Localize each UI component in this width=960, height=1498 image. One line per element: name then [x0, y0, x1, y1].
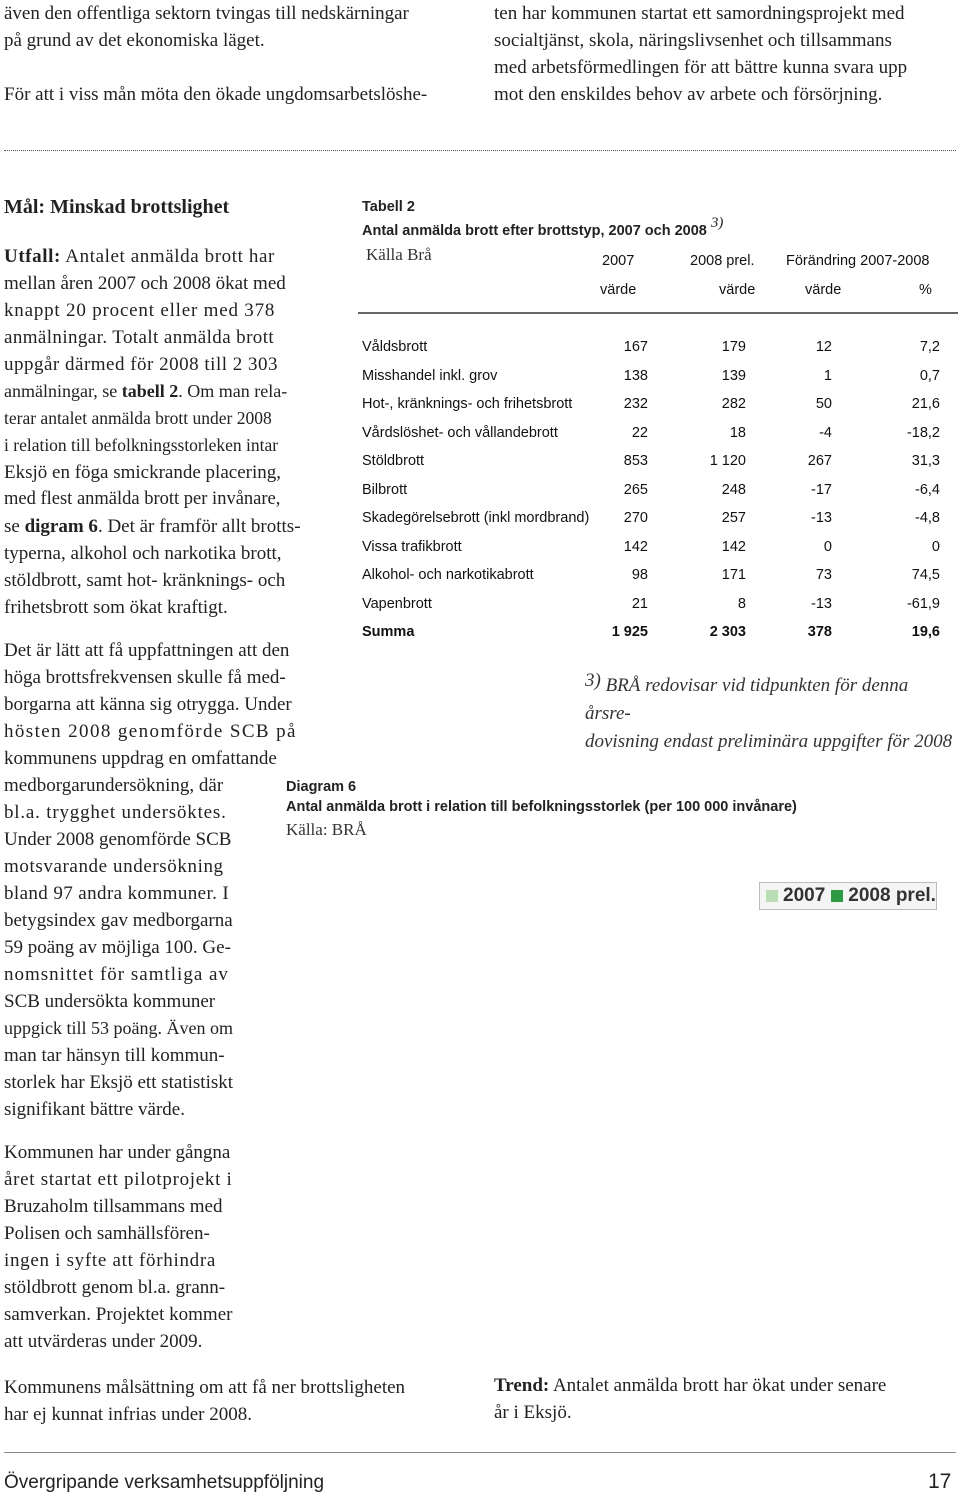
- table-reference: tabell 2: [121, 381, 179, 401]
- value-cell: 73: [815, 567, 832, 584]
- table-row: [362, 504, 940, 533]
- sum-value-cell: 378: [807, 624, 832, 641]
- text-line: ten har kommunen startat ett samordningsprojekt med: [494, 3, 905, 24]
- crime-type-cell: Stöldbrott: [362, 453, 425, 470]
- text-line: stöldbrott, samt hot- kränknings- och: [4, 570, 286, 591]
- value-cell: 142: [623, 538, 648, 555]
- text-line: 59 poäng av möjliga 100. Ge-: [4, 937, 231, 958]
- value-cell: 0: [931, 538, 940, 555]
- table-row: [362, 533, 940, 562]
- value-cell: -18,2: [906, 424, 940, 441]
- table-row: [362, 419, 940, 448]
- text-line: Bruzaholm tillsammans med: [4, 1196, 223, 1217]
- value-cell: 18: [729, 424, 746, 441]
- text-line: anmälningar. Totalt anmälda brott: [4, 327, 275, 348]
- value-cell: 167: [623, 339, 648, 356]
- text-line: på grund av det ekonomiska läget.: [4, 30, 265, 51]
- text-line: signifikant bättre värde.: [4, 1099, 185, 1120]
- header-value: värde: [719, 282, 756, 298]
- crime-type-cell: Alkohol- och narkotikabrott: [362, 567, 534, 584]
- legend-swatch-2007: [766, 890, 778, 902]
- value-cell: 0,7: [919, 367, 940, 384]
- value-cell: 248: [721, 481, 746, 498]
- crime-type-cell: Bilbrott: [362, 481, 408, 498]
- header-2007: 2007: [602, 253, 635, 269]
- value-cell: 21: [631, 595, 648, 612]
- value-cell: 7,2: [919, 339, 940, 356]
- text-line: bl.a. trygghet undersöktes.: [4, 802, 227, 823]
- value-cell: 0: [823, 538, 832, 555]
- text-line: samverkan. Projektet kommer: [4, 1304, 233, 1325]
- sum-value-cell: 1 925: [611, 624, 648, 641]
- text-line: uppgår därmed för 2008 till 2 303: [4, 354, 279, 375]
- text-line: Kommunens målsättning om att få ner brottsligheten: [4, 1377, 406, 1398]
- value-cell: 12: [815, 339, 832, 356]
- text-line: se digram 6. Det är framför allt brotts-: [4, 516, 301, 537]
- value-cell: 138: [623, 367, 648, 384]
- text-line: med flest anmälda brott per invånare,: [4, 489, 281, 509]
- header-2008: 2008 prel.: [690, 253, 755, 269]
- text-line: knappt 20 procent eller med 378: [4, 300, 276, 321]
- value-cell: 8: [737, 595, 746, 612]
- text-line: typerna, alkohol och narkotika brott,: [4, 543, 282, 564]
- crime-type-cell: Vårdslöshet- och vållandebrott: [362, 424, 558, 441]
- sum-value-cell: 2 303: [709, 624, 746, 641]
- value-cell: 1 120: [709, 453, 746, 470]
- value-cell: 171: [721, 567, 746, 584]
- footnote-marker: 3): [585, 670, 601, 691]
- header-value: värde: [600, 282, 637, 298]
- text-line: hösten 2008 genomförde SCB på: [4, 721, 297, 742]
- top-left-text: [4, 0, 474, 108]
- outcome-paragraph: [4, 243, 328, 621]
- text-line: 3) BRÅ redovisar vid tidpunkten för denna årsre-: [585, 670, 909, 724]
- text-line: man tar hänsyn till kommun-: [4, 1045, 225, 1066]
- value-cell: -13: [811, 510, 832, 527]
- text-line: bland 97 andra kommuner. I: [4, 883, 230, 904]
- value-cell: 282: [721, 396, 746, 413]
- header-percent: %: [919, 282, 932, 298]
- value-cell: 74,5: [911, 567, 940, 584]
- value-cell: 31,3: [911, 453, 940, 470]
- value-cell: 267: [807, 453, 832, 470]
- value-cell: 50: [815, 396, 832, 413]
- value-cell: 98: [631, 567, 648, 584]
- text-line: nomsnittet för samtliga av: [4, 964, 229, 985]
- text-line: år i Eksjö.: [494, 1402, 572, 1423]
- text-line: Utfall: Antalet anmälda brott har: [4, 246, 275, 267]
- text-line: året startat ett pilotprojekt i: [4, 1169, 233, 1190]
- text-line: frihetsbrott som ökat kraftigt.: [4, 597, 228, 618]
- diagram-title: Antal anmälda brott i relation till befolkningsstorlek (per 100 000 invånare): [286, 799, 797, 815]
- value-cell: -61,9: [906, 595, 940, 612]
- table-row: [362, 590, 940, 619]
- trend-label: Trend:: [494, 1375, 550, 1396]
- text-line: i relation till befolkningsstorleken intar: [4, 435, 279, 455]
- text-line: För att i viss mån möta den ökade ungdomsarbetslöshe-: [4, 84, 428, 105]
- crime-type-cell: Våldsbrott: [362, 339, 428, 356]
- header-value: värde: [805, 282, 842, 298]
- text-line: kommunens uppdrag en omfattande: [4, 748, 277, 769]
- value-cell: 232: [623, 396, 648, 413]
- value-cell: -17: [811, 481, 832, 498]
- text-line: Det är lätt att få uppfattningen att den: [4, 640, 290, 661]
- crime-table: [362, 333, 940, 647]
- outcome-label: Utfall:: [4, 246, 61, 267]
- text-line: anmälningar, se tabell 2. Om man rela-: [4, 381, 288, 401]
- table-footnote: [585, 672, 957, 756]
- text-line: även den offentliga sektorn tvingas till nedskärningar: [4, 3, 409, 24]
- value-cell: -13: [811, 595, 832, 612]
- text-line: socialtjänst, skola, näringslivsenhet och tillsammans: [494, 30, 892, 51]
- table-title: Antal anmälda brott efter brottstyp, 2007 och 2008 3): [362, 215, 724, 239]
- text-line: uppgick till 53 poäng. Även om: [4, 1018, 233, 1038]
- pilot-project-paragraph: [4, 1139, 274, 1355]
- table-row: [362, 390, 940, 419]
- text-line: dovisning endast preliminära uppgifter för 2008: [585, 731, 953, 752]
- survey-paragraph: [4, 637, 334, 1123]
- text-line: SCB undersökta kommuner: [4, 991, 216, 1012]
- table-row: [362, 476, 940, 505]
- diagram-label: Diagram 6: [286, 779, 357, 795]
- text-line: stöldbrott genom bl.a. grann-: [4, 1277, 226, 1298]
- value-cell: -4: [819, 424, 832, 441]
- crime-type-cell: Hot-, kränknings- och frihetsbrott: [362, 396, 573, 413]
- crime-type-cell: Vapenbrott: [362, 595, 432, 612]
- text-line: har ej kunnat infrias under 2008.: [4, 1404, 252, 1425]
- table-row: [362, 333, 940, 362]
- value-cell: -6,4: [915, 481, 940, 498]
- text-line: med arbetsförmedlingen för att bättre kunna svara upp: [494, 57, 908, 78]
- table-row: [362, 447, 940, 476]
- crime-type-cell: Skadegörelsebrott (inkl mordbrand): [362, 510, 590, 527]
- footer-rule: [4, 1452, 956, 1453]
- text-line: Eksjö en föga smickrande placering,: [4, 462, 281, 483]
- value-cell: 22: [631, 424, 648, 441]
- value-cell: 853: [623, 453, 648, 470]
- value-cell: 179: [721, 339, 746, 356]
- text-line: mellan åren 2007 och 2008 ökat med: [4, 273, 286, 294]
- text-line: terar antalet anmälda brott under 2008: [4, 408, 272, 428]
- diagram-source: Källa: BRÅ: [286, 820, 367, 839]
- sum-value-cell: 19,6: [911, 624, 940, 641]
- crime-type-cell: Misshandel inkl. grov: [362, 367, 498, 384]
- value-cell: 270: [623, 510, 648, 527]
- text-line: Polisen och samhällsfören-: [4, 1223, 210, 1244]
- top-right-text: [494, 0, 956, 108]
- header-change: Förändring 2007-2008: [786, 253, 930, 269]
- page-number: 17: [928, 1470, 952, 1493]
- legend-label-2008: 2008 prel.: [848, 885, 936, 906]
- text-line: mot den enskildes behov av arbete och försörjning.: [494, 84, 883, 105]
- footer-title: Övergripande verksamhetsuppföljning: [4, 1472, 325, 1493]
- table-source: Källa Brå: [366, 245, 432, 264]
- value-cell: 257: [721, 510, 746, 527]
- text-line: att utvärderas under 2009.: [4, 1331, 203, 1352]
- value-cell: 1: [823, 367, 832, 384]
- section-divider: [4, 150, 956, 151]
- value-cell: 21,6: [911, 396, 940, 413]
- legend-swatch-2008: [831, 890, 843, 902]
- sum-label-cell: Summa: [362, 624, 415, 641]
- text-line: Kommunen har under gångna: [4, 1142, 231, 1163]
- table-sum-row: [362, 618, 940, 647]
- footnote-marker: 3): [710, 215, 724, 231]
- diagram-reference: digram 6: [24, 516, 98, 537]
- text-line: ingen i syfte att förhindra: [4, 1250, 217, 1271]
- text-line: Under 2008 genomförde SCB: [4, 829, 232, 850]
- text-line: Trend: Antalet anmälda brott har ökat under senare: [494, 1375, 887, 1396]
- value-cell: -4,8: [915, 510, 940, 527]
- text-line: betygsindex gav medborgarna: [4, 910, 233, 931]
- chart-legend: [759, 882, 937, 910]
- value-cell: 142: [721, 538, 746, 555]
- trend-paragraph: [494, 1372, 956, 1426]
- table-row: [362, 362, 940, 391]
- goal-conclusion-paragraph: [4, 1374, 474, 1428]
- legend-label-2007: 2007: [783, 885, 826, 906]
- table-header-rule: [358, 312, 958, 314]
- value-cell: 265: [623, 481, 648, 498]
- goal-heading: Mål: Minskad brottslighet: [4, 196, 230, 218]
- text-line: höga brottsfrekvensen skulle få med-: [4, 667, 286, 688]
- table-row: [362, 561, 940, 590]
- text-line: motsvarande undersökning: [4, 856, 224, 877]
- text-line: medborgarundersökning, där: [4, 775, 224, 796]
- crime-type-cell: Vissa trafikbrott: [362, 538, 462, 555]
- value-cell: 139: [721, 367, 746, 384]
- text-line: storlek har Eksjö ett statistiskt: [4, 1072, 234, 1093]
- text-line: borgarna att känna sig otrygga. Under: [4, 694, 292, 715]
- table-label: Tabell 2: [362, 199, 415, 215]
